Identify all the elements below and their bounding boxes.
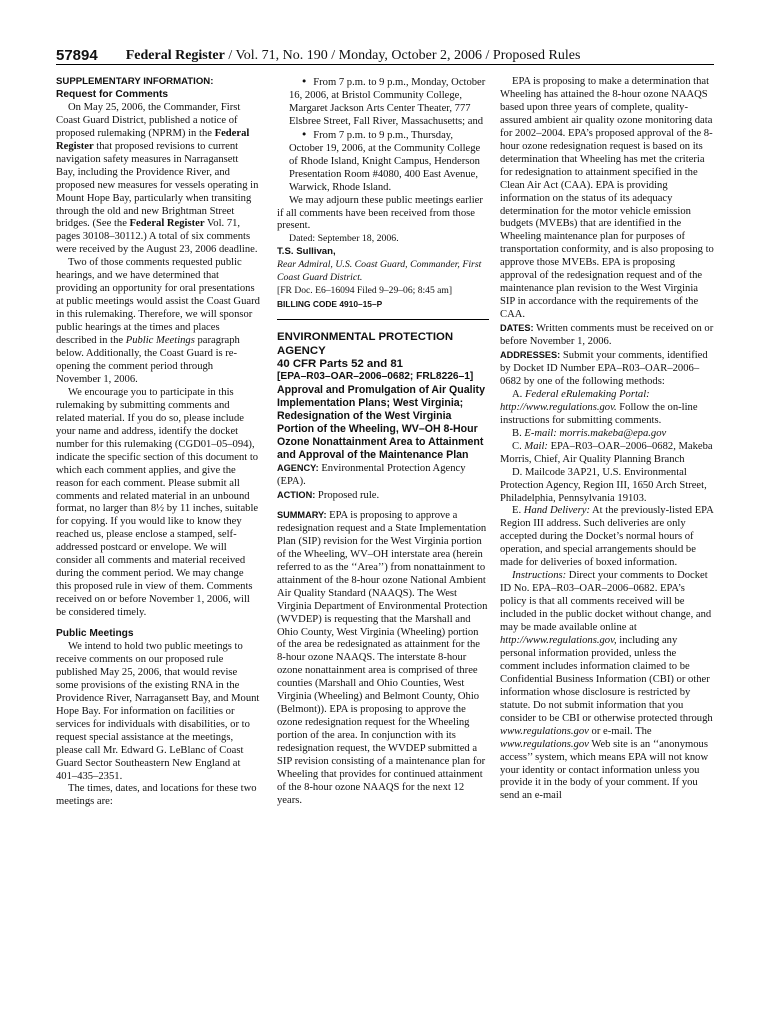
paragraph: We may adjourn these public meetings earlier if all comments have been received from those present. [277, 194, 483, 232]
rule-title: Approval and Promulgation of Air Quality Implementation Plans; West Virginia; Redesignation of the West Virginia Portion of the Wheeling, WV–OH 8-Hour Ozone Nonattainment Area to Attainment and Approval of the Maintenance Plan [277, 384, 485, 462]
signer-name: T.S. Sullivan, [277, 246, 336, 258]
paragraph: The times, dates, and locations for these two meetings are: [56, 783, 257, 808]
fr-doc-line: [FR Doc. E6–16094 Filed 9–29–06; 8:45 am] [277, 285, 453, 297]
bullet-icon: • [301, 128, 308, 141]
running-header [56, 42, 714, 65]
issue-info: / Vol. 71, No. 190 / Monday, October 2, 2006 / Proposed Rules [224, 48, 581, 63]
meeting-bullet: • From 7 p.m. to 9 p.m., Thursday, October 19, 2006, at the Community College of Rhode Island, Knight Campus, Henderson Presentation Room #4080, 400 East Avenue, Warwick, Rhode Island. [289, 128, 481, 193]
bullet-icon: • [301, 76, 308, 88]
method-item: E. Hand Delivery: At the previously-listed EPA Region III address. Such deliveries are only accepted during the Docket’s normal hours of operation, and special arrangements should be made for deliveries of boxed information. [500, 505, 714, 569]
paragraph: We encourage you to participate in this rulemaking by submitting comments and related material. If you do so, please include your name and address, identify the docket number for this rulemaking (CGD01–05–094), indicate the specific section of this document to which each comment applies, and give the reason for each comment. Please submit all comments and related material in an unbound format, no larger than 8½ by 11 inches, suitable for copying. If you would like to know they reached us, please enclose a stamped, self-addressed postcard or envelope. We will consider all comments and material received during the comment period. We may change this proposed rule in view of them. Comments received on or before November 1, 2006, will be considered timely. [56, 386, 259, 619]
journal-name: Federal Register [125, 48, 225, 63]
summary-paragraph: SUMMARY: EPA is proposing to approve a redesignation request and a State Implementation Plan (SIP) revision for the West Virginia portion of the Wheeling, WV–OH interstate area (herein referred to as the ‘‘Area’’) from nonattainment to attainment of the 8-hour ozone National Ambient Air Quality Standard (NAAQS). The West Virginia Department of Environmental Protection (WVDEP) is requesting that the Marshall and Ohio County, West Virginia (Wheeling) portion of the area be redesignated as attainment for the 8-hour ozone NAAQS. The interstate 8-hour ozone nonattainment area is comprised of three counties (Marshall and Ohio Counties, West Virginia (Wheeling) and Belmont County, Ohio (Belmont)). EPA is proposing to approve the ozone redesignation request for the Wheeling portion of the area. In conjunction with its redesignation request, the WVDEP submitted a SIP revision consisting of a maintenance plan for Wheeling that provides for continued attainment of the 8-hour ozone NAAQS for the next 12 years. [277, 509, 488, 806]
addresses-paragraph: ADDRESSES: Submit your comments, identified by Docket ID Number EPA–R03–OAR–2006–0682 by one of the following methods: [500, 350, 708, 387]
cfr-parts: 40 CFR Parts 52 and 81 [277, 358, 403, 371]
method-item: A. Federal eRulemaking Portal: http://www.regulations.gov. Follow the on-line instructions for submitting comments. [500, 388, 698, 426]
section-divider [277, 319, 489, 320]
docket-number: [EPA–R03–OAR–2006–0682; FRL8226–1] [277, 371, 474, 383]
paragraph: Two of those comments requested public hearings, and we have determined that providing an opportunity for oral presentations at public meetings would assist the Coast Guard in this rulemaking. Therefore, we will sponsor public hearings at the times and places described in the Public Meetings paragraph below. Additionally, the Coast Guard is re-opening the comment period through November 1, 2006. [56, 257, 260, 385]
column-1 [56, 76, 260, 809]
agency-line: AGENCY: Environmental Protection Agency (EPA). [277, 463, 466, 488]
meeting-bullet: • From 7 p.m. to 9 p.m., Monday, October 16, 2006, at Bristol Community College, Margaret Jackson Arts Center Theater, 777 Elsbree Street, Fall River, Massachusetts; and [289, 76, 486, 127]
billing-code: BILLING CODE 4910–15–P [277, 299, 383, 310]
action-line: ACTION: Proposed rule. [277, 489, 380, 501]
signature-date: Dated: September 18, 2006. [289, 233, 399, 245]
method-item: D. Mailcode 3AP21, U.S. Environmental Protection Agency, Region III, 1650 Arch Street, Philadelphia, Pennsylvania 19103. [500, 466, 707, 504]
column-3 [500, 76, 714, 803]
column-2 [277, 76, 489, 808]
supplementary-information-heading: SUPPLEMENTARY INFORMATION: [56, 76, 214, 87]
method-item: C. Mail: EPA–R03–OAR–2006–0682, Makeba Morris, Chief, Air Quality Planning Branch [500, 440, 713, 465]
paragraph: EPA is proposing to make a determination that Wheeling has attained the 8-hour ozone NAAQS based upon three years of complete, quality-assured ambient air quality ozone monitoring data for 2002–2004. EPA’s proposed approval of the 8-hour ozone redesignation request is based on its determination that Wheeling has met the criteria for redesignation to attainment specified in the Clean Air Act (CAA). EPA is providing information on the status of its adequacy determination for the motor vehicle emission budgets (MVEBs) that are identified in the Wheeling maintenance plan for purposes of transportation conformity, and is also proposing to approve those MVEBs. EPA is proposing approval of the redesignation request and of the maintenance plan revision to the West Virginia SIP in accordance with the requirements of the CAA. [500, 76, 714, 321]
agency-name: ENVIRONMENTAL PROTECTION AGENCY [277, 331, 454, 358]
paragraph: We intend to hold two public meetings to receive comments on our proposed rule published May 25, 2006, that would revise some provisions of the existing RNA in the Providence River, Narragansett Bay, and Mount Hope Bay. For information on facilities or services for individuals with disabilities, or to request special assistance at the meetings, please call Mr. Edward G. LeBlanc of Coast Guard Sector Southeastern New England at 401–435–2351. [56, 640, 260, 782]
page-number: 57894 [56, 47, 98, 64]
paragraph: On May 25, 2006, the Commander, First Coast Guard District, published a notice of proposed rulemaking (NPRM) in the Federal Register that proposed revisions to current navigation safety measures in Narragansett Bay, including the Providence River, and proposed new measures for vessels operating in Mount Hope Bay, particularly when transiting through the old and new Brightman Street bridges. (See the Federal Register Vol. 71, pages 30108–30112.) A total of six comments were received by the August 23, 2006 deadline. [56, 101, 259, 256]
public-meetings-heading: Public Meetings [56, 628, 134, 640]
signer-title: Rear Admiral, U.S. Coast Guard, Commander, First Coast Guard District. [277, 259, 482, 284]
instructions-paragraph: Instructions: Direct your comments to Docket ID No. EPA–R03–OAR–2006–0682. EPA’s policy is that all comments received will be included in the public docket without change, and may be made available online at http://www.regulations.gov, including any personal information provided, unless the comment includes information claimed to be Confidential Business Information (CBI) or other information whose disclosure is restricted by statute. Do not submit information that you consider to be CBI or otherwise protected through www.regulations.gov or e-mail. The www.regulations.gov Web site is an ‘‘anonymous access’’ system, which means EPA will not know your identity or contact information unless you provide it in the body of your comment. If you send an e-mail [500, 570, 713, 802]
request-for-comments-heading: Request for Comments [56, 88, 169, 100]
dates-paragraph: DATES: Written comments must be received on or before November 1, 2006. [500, 323, 714, 348]
method-item: B. E-mail: morris.makeba@epa.gov [512, 427, 667, 439]
